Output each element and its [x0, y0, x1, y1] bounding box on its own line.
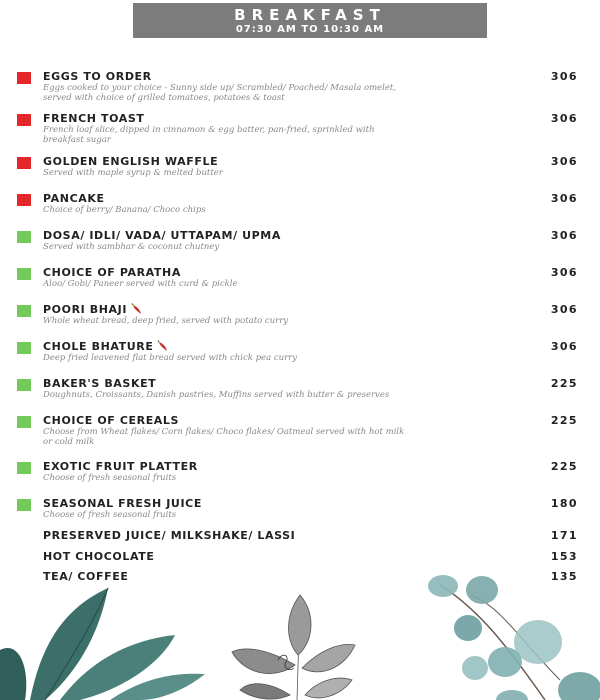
non-veg-marker — [17, 194, 31, 206]
veg-marker — [17, 231, 31, 243]
menu-item-name — [43, 266, 181, 279]
menu-item-name — [43, 70, 152, 83]
menu-item-name-text: CHOICE OF CEREALS — [43, 414, 180, 427]
menu-item-name-text: GOLDEN ENGLISH WAFFLE — [43, 155, 219, 168]
menu-item-name — [43, 414, 179, 427]
menu-item-name — [43, 155, 218, 168]
menu-item-name-text: HOT CHOCOLATE — [43, 550, 155, 563]
menu-header-banner — [133, 3, 487, 38]
menu-item-description: Choose of fresh seasonal fruits — [43, 510, 177, 520]
serving-hours: 07:30 AM TO 10:30 AM — [235, 24, 385, 35]
menu-item-price: 306 — [550, 70, 578, 83]
menu-item-price: 306 — [550, 112, 578, 125]
menu-item-description: Served with maple syrup & melted butter — [43, 168, 223, 178]
menu-item-name — [43, 192, 105, 205]
menu-item-name-text: DOSA/ IDLI/ VADA/ UTTAPAM/ UPMA — [43, 229, 281, 242]
veg-marker — [17, 379, 31, 391]
menu-item-name-text: CHOLE BHATURE — [43, 340, 154, 353]
menu-item-name-text: SEASONAL FRESH JUICE — [43, 497, 202, 510]
veg-marker — [17, 416, 31, 428]
grey-leaf-cluster-center — [232, 595, 355, 700]
menu-item-description: Aloo/ Gobi/ Paneer served with curd & pickle — [43, 279, 238, 289]
menu-item-description: Served with sambhar & coconut chutney — [43, 242, 220, 252]
menu-item-price: 135 — [550, 570, 578, 583]
non-veg-marker — [17, 72, 31, 84]
menu-item-name-text: FRENCH TOAST — [43, 112, 145, 125]
menu-item-price: 306 — [550, 155, 578, 168]
menu-item-price: 306 — [550, 303, 578, 316]
menu-item-name — [43, 529, 295, 542]
menu-item-price: 225 — [550, 377, 578, 390]
chili-icon — [157, 340, 169, 352]
veg-marker — [17, 342, 31, 354]
teal-leaf-cluster-left — [0, 588, 205, 700]
menu-item-description: Choice of berry/ Banana/ Choco chips — [43, 205, 206, 215]
veg-marker — [17, 462, 31, 474]
menu-item-price: 306 — [550, 340, 578, 353]
non-veg-marker — [17, 114, 31, 126]
non-veg-marker — [17, 157, 31, 169]
veg-marker — [17, 499, 31, 511]
menu-item-description: Deep fried leavened flat bread served with chick pea curry — [43, 353, 298, 363]
menu-item-description: Choose from Wheat flakes/ Corn flakes/ Choco flakes/ Oatmeal served with hot milk or cold milk — [43, 427, 405, 447]
menu-item-name — [43, 550, 154, 563]
menu-item-name-text: BAKER'S BASKET — [43, 377, 157, 390]
veg-marker — [17, 268, 31, 280]
menu-item-name — [43, 229, 281, 242]
menu-item-name-text: CHOICE OF PARATHA — [43, 266, 181, 279]
menu-item-name — [43, 460, 198, 473]
menu-item-description: French loaf slice, dipped in cinnamon & egg batter, pan-fried, sprinkled with breakfast sugar — [43, 125, 375, 145]
menu-item-price: 225 — [550, 460, 578, 473]
eucalyptus-branch-right — [428, 575, 600, 700]
menu-item-price: 306 — [550, 192, 578, 205]
menu-item-name-text: PANCAKE — [43, 192, 105, 205]
menu-item-name-text: EXOTIC FRUIT PLATTER — [43, 460, 198, 473]
veg-marker — [17, 305, 31, 317]
menu-item-price: 153 — [550, 550, 578, 563]
menu-item-price: 306 — [550, 229, 578, 242]
menu-item-name-text: EGGS TO ORDER — [43, 70, 152, 83]
menu-title: BREAKFAST — [234, 6, 386, 24]
menu-item-price: 180 — [550, 497, 578, 510]
menu-item-description: Doughnuts, Croissants, Danish pastries, Muffins served with butter & preserves — [43, 390, 390, 400]
menu-item-name — [43, 340, 169, 353]
menu-item-price: 225 — [550, 414, 578, 427]
menu-item-name — [43, 303, 143, 316]
menu-item-name — [43, 570, 128, 583]
menu-item-name — [43, 377, 156, 390]
menu-item-name — [43, 497, 202, 510]
menu-item-price: 171 — [550, 529, 578, 542]
menu-item-name — [43, 112, 145, 125]
menu-item-name-text: TEA/ COFFEE — [43, 570, 129, 583]
menu-item-description: Eggs cooked to your choice - Sunny side up/ Scrambled/ Poached/ Masala omelet, served with choice of grilled tomatoes, potatoes & toast — [43, 83, 397, 103]
menu-item-name-text: POORI BHAJI — [43, 303, 128, 316]
menu-item-description: Choose of fresh seasonal fruits — [43, 473, 177, 483]
menu-item-price: 306 — [550, 266, 578, 279]
menu-item-name-text: PRESERVED JUICE/ MILKSHAKE/ LASSI — [43, 529, 296, 542]
chili-icon — [131, 303, 143, 315]
menu-item-description: Whole wheat bread, deep fried, served with potato curry — [43, 316, 289, 326]
